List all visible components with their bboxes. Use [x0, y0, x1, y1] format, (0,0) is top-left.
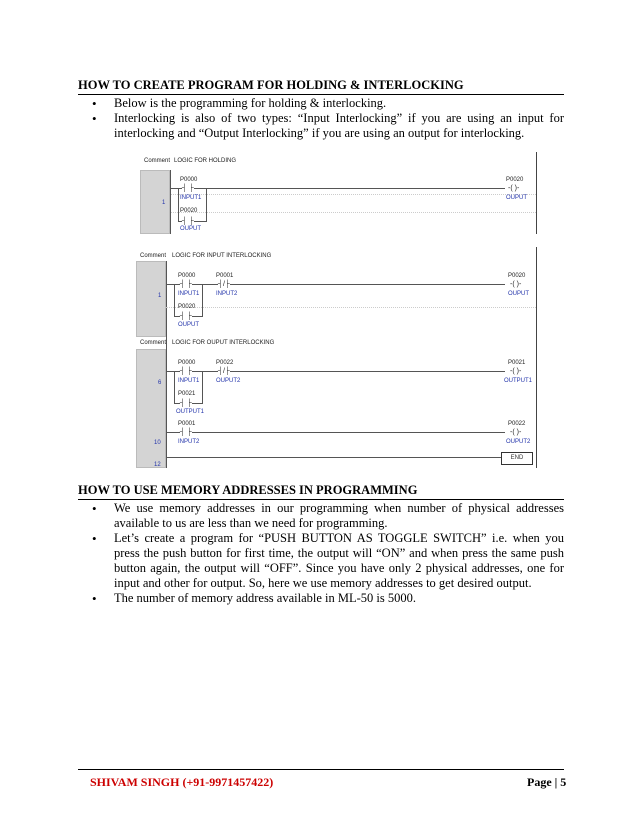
no-contact-icon: ┤ ├: [180, 281, 192, 288]
contact-address: P0021: [178, 391, 196, 397]
no-contact-icon: ┤ ├: [180, 400, 192, 407]
list-item: • We use memory addresses in our programming when number of physical addresses available to us are less than we need for programming.: [92, 501, 564, 531]
contact-address: P0001: [216, 273, 234, 279]
contact-device: OUPUT2: [216, 378, 241, 384]
section-heading-memory: HOW TO USE MEMORY ADDRESSES IN PROGRAMMING: [78, 483, 564, 500]
contact-device: INPUT1: [178, 291, 200, 297]
comment-label: Comment: [140, 340, 167, 346]
coil-device: OUPUT: [508, 291, 529, 297]
list-item: • The number of memory address available in ML-50 is 5000.: [92, 591, 564, 606]
coil-icon: -( )-: [510, 368, 522, 375]
list-item: • Interlocking is also of two types: “Input Interlocking” if you are using an input for interlocking and “Output Interlocking” if you are using an output for interlocking.: [92, 111, 564, 141]
section-heading-holding: HOW TO CREATE PROGRAM FOR HOLDING & INTERLOCKING: [78, 78, 564, 95]
coil-device: OUPUT: [506, 195, 527, 201]
contact-address: P0001: [178, 421, 196, 427]
coil-address: P0021: [508, 360, 526, 366]
contact-device: OUPUT: [180, 226, 201, 232]
coil-icon: -( )-: [510, 281, 522, 288]
comment-text: LOGIC FOR OUPUT INTERLOCKING: [172, 340, 275, 346]
coil-address: P0020: [508, 273, 526, 279]
row-number: 1: [162, 200, 166, 206]
footer-author: SHIVAM SINGH (+91-9971457422): [90, 775, 274, 789]
footer-divider: [78, 769, 564, 770]
contact-address: P0020: [180, 208, 198, 214]
contact-address: P0000: [178, 360, 196, 366]
coil-address: P0020: [506, 177, 524, 183]
contact-address: P0000: [180, 177, 198, 183]
contact-address: P0000: [178, 273, 196, 279]
row-number: 1: [158, 293, 162, 299]
contact-device: INPUT2: [216, 291, 238, 297]
comment-text: LOGIC FOR HOLDING: [174, 158, 237, 164]
no-contact-icon: ┤ ├: [180, 313, 192, 320]
list-item: • Let’s create a program for “PUSH BUTTON AS TOGGLE SWITCH” i.e. when you press the push button for first time, the output will “ON” and when press the same push button again, the output will “OFF”. Since you have only 2 physical addresses, one for input and other for output. So, here we use memory addresses to get desired output.: [92, 531, 564, 591]
contact-device: INPUT1: [178, 378, 200, 384]
comment-label: Comment: [144, 158, 171, 164]
row-number: 10: [154, 440, 161, 446]
no-contact-icon: ┤ ├: [180, 429, 192, 436]
row-number-bar: [136, 349, 166, 468]
coil-device: OUPUT2: [506, 439, 531, 445]
no-contact-icon: ┤ ├: [182, 185, 194, 192]
row-number: 6: [158, 380, 162, 386]
nc-contact-icon: ┤/├: [218, 281, 230, 288]
coil-device: OUTPUT1: [504, 378, 533, 384]
ladder-diagram-holding: [140, 152, 537, 234]
bullet-list-holding: [92, 96, 564, 141]
row-number-bar: [140, 170, 170, 234]
comment-label: Comment: [140, 253, 167, 259]
list-item: • Below is the programming for holding & interlocking.: [92, 96, 564, 111]
coil-icon: -( )-: [510, 429, 522, 436]
nc-contact-icon: ┤/├: [218, 368, 230, 375]
contact-device: INPUT1: [180, 195, 202, 201]
contact-device: OUTPUT1: [176, 409, 205, 415]
no-contact-icon: ┤ ├: [180, 368, 192, 375]
coil-icon: -( )-: [508, 185, 520, 192]
contact-device: OUPUT: [178, 322, 199, 328]
row-number: 12: [154, 462, 161, 468]
ladder-diagram-interlocking: [136, 247, 537, 468]
contact-device: INPUT2: [178, 439, 200, 445]
coil-address: P0022: [508, 421, 526, 427]
row-number-bar: [136, 261, 166, 337]
bullet-list-memory: [92, 501, 564, 606]
comment-text: LOGIC FOR INPUT INTERLOCKING: [172, 253, 272, 259]
no-contact-icon: ┤ ├: [182, 218, 194, 225]
contact-address: P0020: [178, 304, 196, 310]
end-instruction: END: [501, 452, 533, 465]
contact-address: P0022: [216, 360, 234, 366]
footer-page-number: Page | 5: [527, 775, 567, 789]
